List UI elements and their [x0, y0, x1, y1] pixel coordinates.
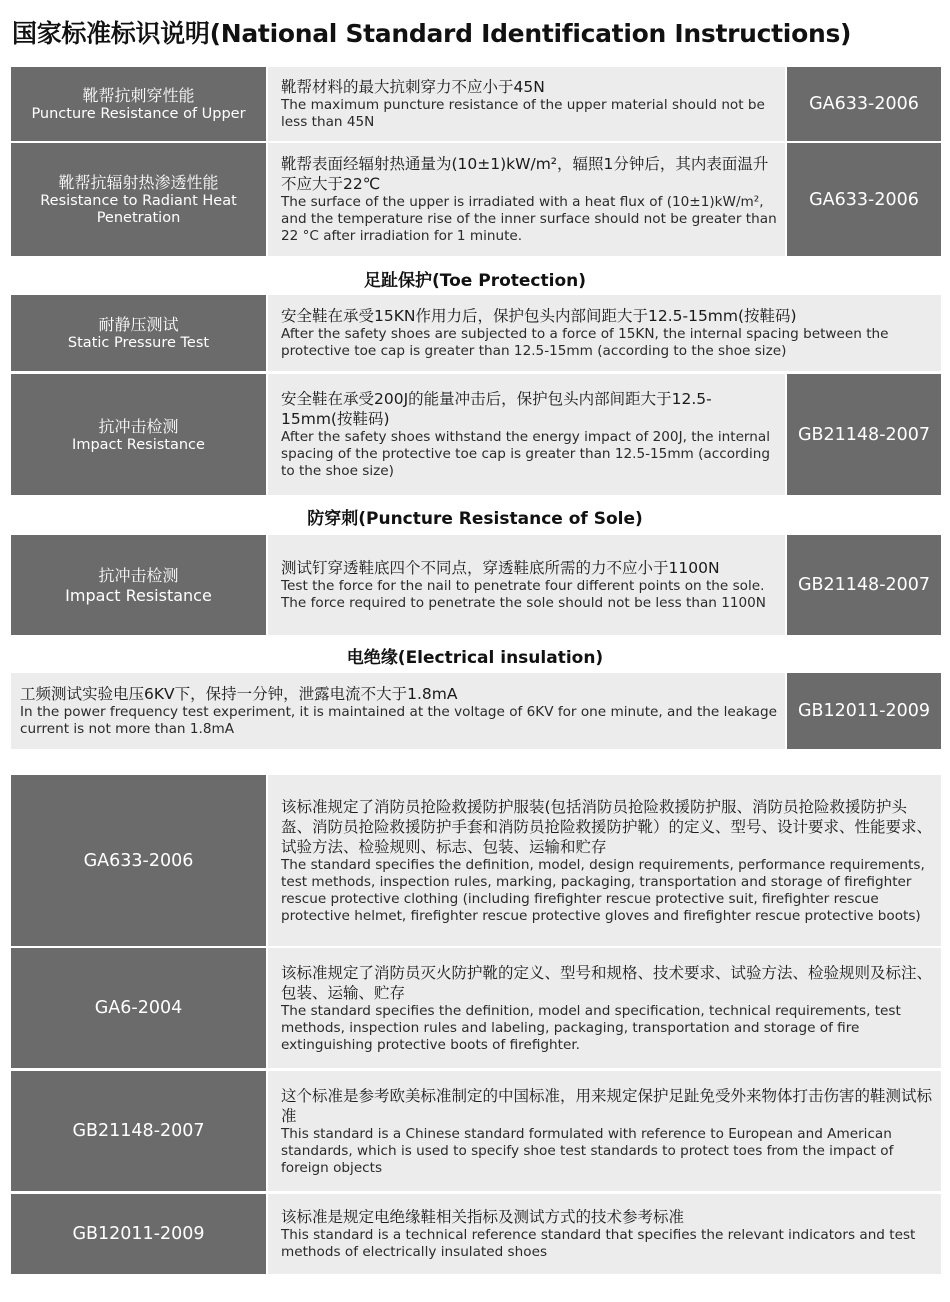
section-heading-toe: 足趾保护(Toe Protection) [364, 271, 586, 291]
row-label [11, 535, 266, 635]
standard-description [268, 1071, 941, 1191]
row-label [11, 295, 266, 371]
standard-description [268, 948, 941, 1068]
label-en: Static Pressure Test [67, 335, 210, 351]
standard-code: GA6-2004 [11, 948, 266, 1068]
standard-row-gb12011 [11, 1194, 941, 1274]
desc-zh: 安全鞋在承受200J的能量冲击后，保护包头内部间距大于12.5-15mm(按鞋码) [281, 390, 712, 428]
desc-en: The maximum puncture resistance of the upper material should not be less than 45N [281, 97, 765, 130]
label-zh: 抗冲击检测 [98, 416, 179, 436]
desc-en: The standard specifies the definition, model, design requirements, performance requirements, test methods, inspection rules, marking, packaging, transportation and storage of firefighter rescue protective clothing (including firefighter rescue protective suit, firefighter rescue protective helmet, firefighter rescue protective gloves and firefighter rescue protective boots) [281, 856, 925, 924]
table-row-sole-puncture [11, 535, 941, 635]
standard-code: GB12011-2009 [787, 673, 941, 749]
row-description [11, 673, 785, 749]
desc-zh: 测试钉穿透鞋底四个不同点，穿透鞋底所需的力不应小于1100N [281, 559, 720, 577]
desc-zh: 靴帮材料的最大抗刺穿力不应小于45N [281, 78, 545, 96]
row-description [268, 295, 941, 371]
section-heading-electric: 电绝缘(Electrical insulation) [346, 648, 604, 668]
row-description [268, 535, 785, 635]
row-label [11, 67, 266, 141]
section-heading-sole: 防穿刺(Puncture Resistance of Sole) [307, 509, 643, 529]
label-en: Impact Resistance [72, 436, 205, 453]
standard-description [268, 775, 941, 946]
standard-code: GB21148-2007 [787, 535, 941, 635]
standard-description [268, 1194, 941, 1274]
label-zh: 靴帮抗刺穿性能 [82, 86, 195, 105]
desc-en: The standard specifies the definition, model and specification, technical requirements, test methods, inspection rules and labeling, packaging, transportation and storage of fire extinguishing protective boots of firefighter. [281, 1002, 901, 1053]
standard-code: GA633-2006 [11, 775, 266, 946]
desc-en: In the power frequency test experiment, it is maintained at the voltage of 6KV for one minute, and the leakage current is not more than 1.8mA [20, 704, 777, 737]
label-zh: 靴帮抗辐射热渗透性能 [58, 173, 219, 192]
desc-en: After the safety shoes withstand the energy impact of 200J, the internal spacing of the protective toe cap is greater than 12.5-15mm (according to the shoe size) [281, 429, 771, 479]
desc-en: Test the force for the nail to penetrate four different points on the sole. The force required to penetrate the sole should not be less than 1100N [281, 578, 766, 611]
table-row-static-pressure [11, 295, 941, 371]
standard-code: GB21148-2007 [787, 374, 941, 495]
label-zh: 耐静压测试 [98, 315, 179, 334]
row-description [268, 143, 785, 256]
desc-zh: 工频测试实验电压6KV下，保持一分钟，泄露电流不大于1.8mA [20, 685, 458, 703]
desc-zh: 该标准是规定电绝缘鞋相关指标及测试方式的技术参考标准 [281, 1208, 685, 1226]
row-label [11, 143, 266, 256]
table-row-upper-puncture [11, 67, 941, 141]
label-en: Puncture Resistance of Upper [31, 106, 246, 122]
desc-zh: 该标准规定了消防员灭火防护靴的定义、型号和规格、技术要求、试验方法、检验规则及标注、包装、运输、贮存 [281, 963, 933, 1002]
desc-en: This standard is a Chinese standard formulated with reference to European and American standards, which is used to specify shoe test standards to protect toes from the impact of foreign objects [281, 1125, 894, 1176]
standard-row-ga633 [11, 775, 941, 946]
row-label [11, 374, 266, 495]
label-en: Resistance to Radiant Heat Penetration [40, 193, 237, 226]
standard-row-gb21148 [11, 1071, 941, 1191]
desc-en: The surface of the upper is irradiated with a heat flux of (10±1)kW/m², and the temperature rise of the inner surface should not be greater than 22 °C after irradiation for 1 minute. [281, 194, 777, 244]
row-description [268, 374, 785, 495]
label-en: Impact Resistance [65, 585, 212, 605]
page-title: 国家标准标识说明(National Standard Identification Instructions) [12, 19, 852, 48]
desc-en: After the safety shoes are subjected to a force of 15KN, the internal spacing between the protective toe cap is greater than 12.5-15mm (according to the shoe size) [281, 326, 889, 359]
standard-code: GB21148-2007 [11, 1071, 266, 1191]
standard-code: GA633-2006 [787, 143, 941, 256]
standard-row-ga6 [11, 948, 941, 1068]
table-row-radiant-heat [11, 143, 941, 256]
desc-en: This standard is a technical reference standard that specifies the relevant indicators and test methods of electrically insulated shoes [281, 1227, 916, 1260]
desc-zh: 靴帮表面经辐射热通量为(10±1)kW/m²，辐照1分钟后，其内表面温升不应大于22℃ [281, 155, 769, 193]
standard-code: GB12011-2009 [11, 1194, 266, 1274]
desc-zh: 该标准规定了消防员抢险救援防护服装(包括消防员抢险救援防护服、消防员抢险救援防护头盔、消防员抢险救援防护手套和消防员抢险救援防护靴）的定义、型号、设计要求、性能要求、试验方法、检验规则、标志、包装、运输和贮存 [281, 797, 933, 856]
table-row-electric [11, 673, 941, 749]
table-row-toe-impact [11, 374, 941, 495]
desc-zh: 安全鞋在承受15KN作用力后，保护包头内部间距大于12.5-15mm(按鞋码) [281, 307, 797, 325]
standard-code: GA633-2006 [787, 67, 941, 141]
desc-zh: 这个标准是参考欧美标准制定的中国标准，用来规定保护足趾免受外来物体打击伤害的鞋测试标准 [281, 1086, 933, 1125]
label-zh: 抗冲击检测 [98, 565, 179, 585]
row-description [268, 67, 785, 141]
